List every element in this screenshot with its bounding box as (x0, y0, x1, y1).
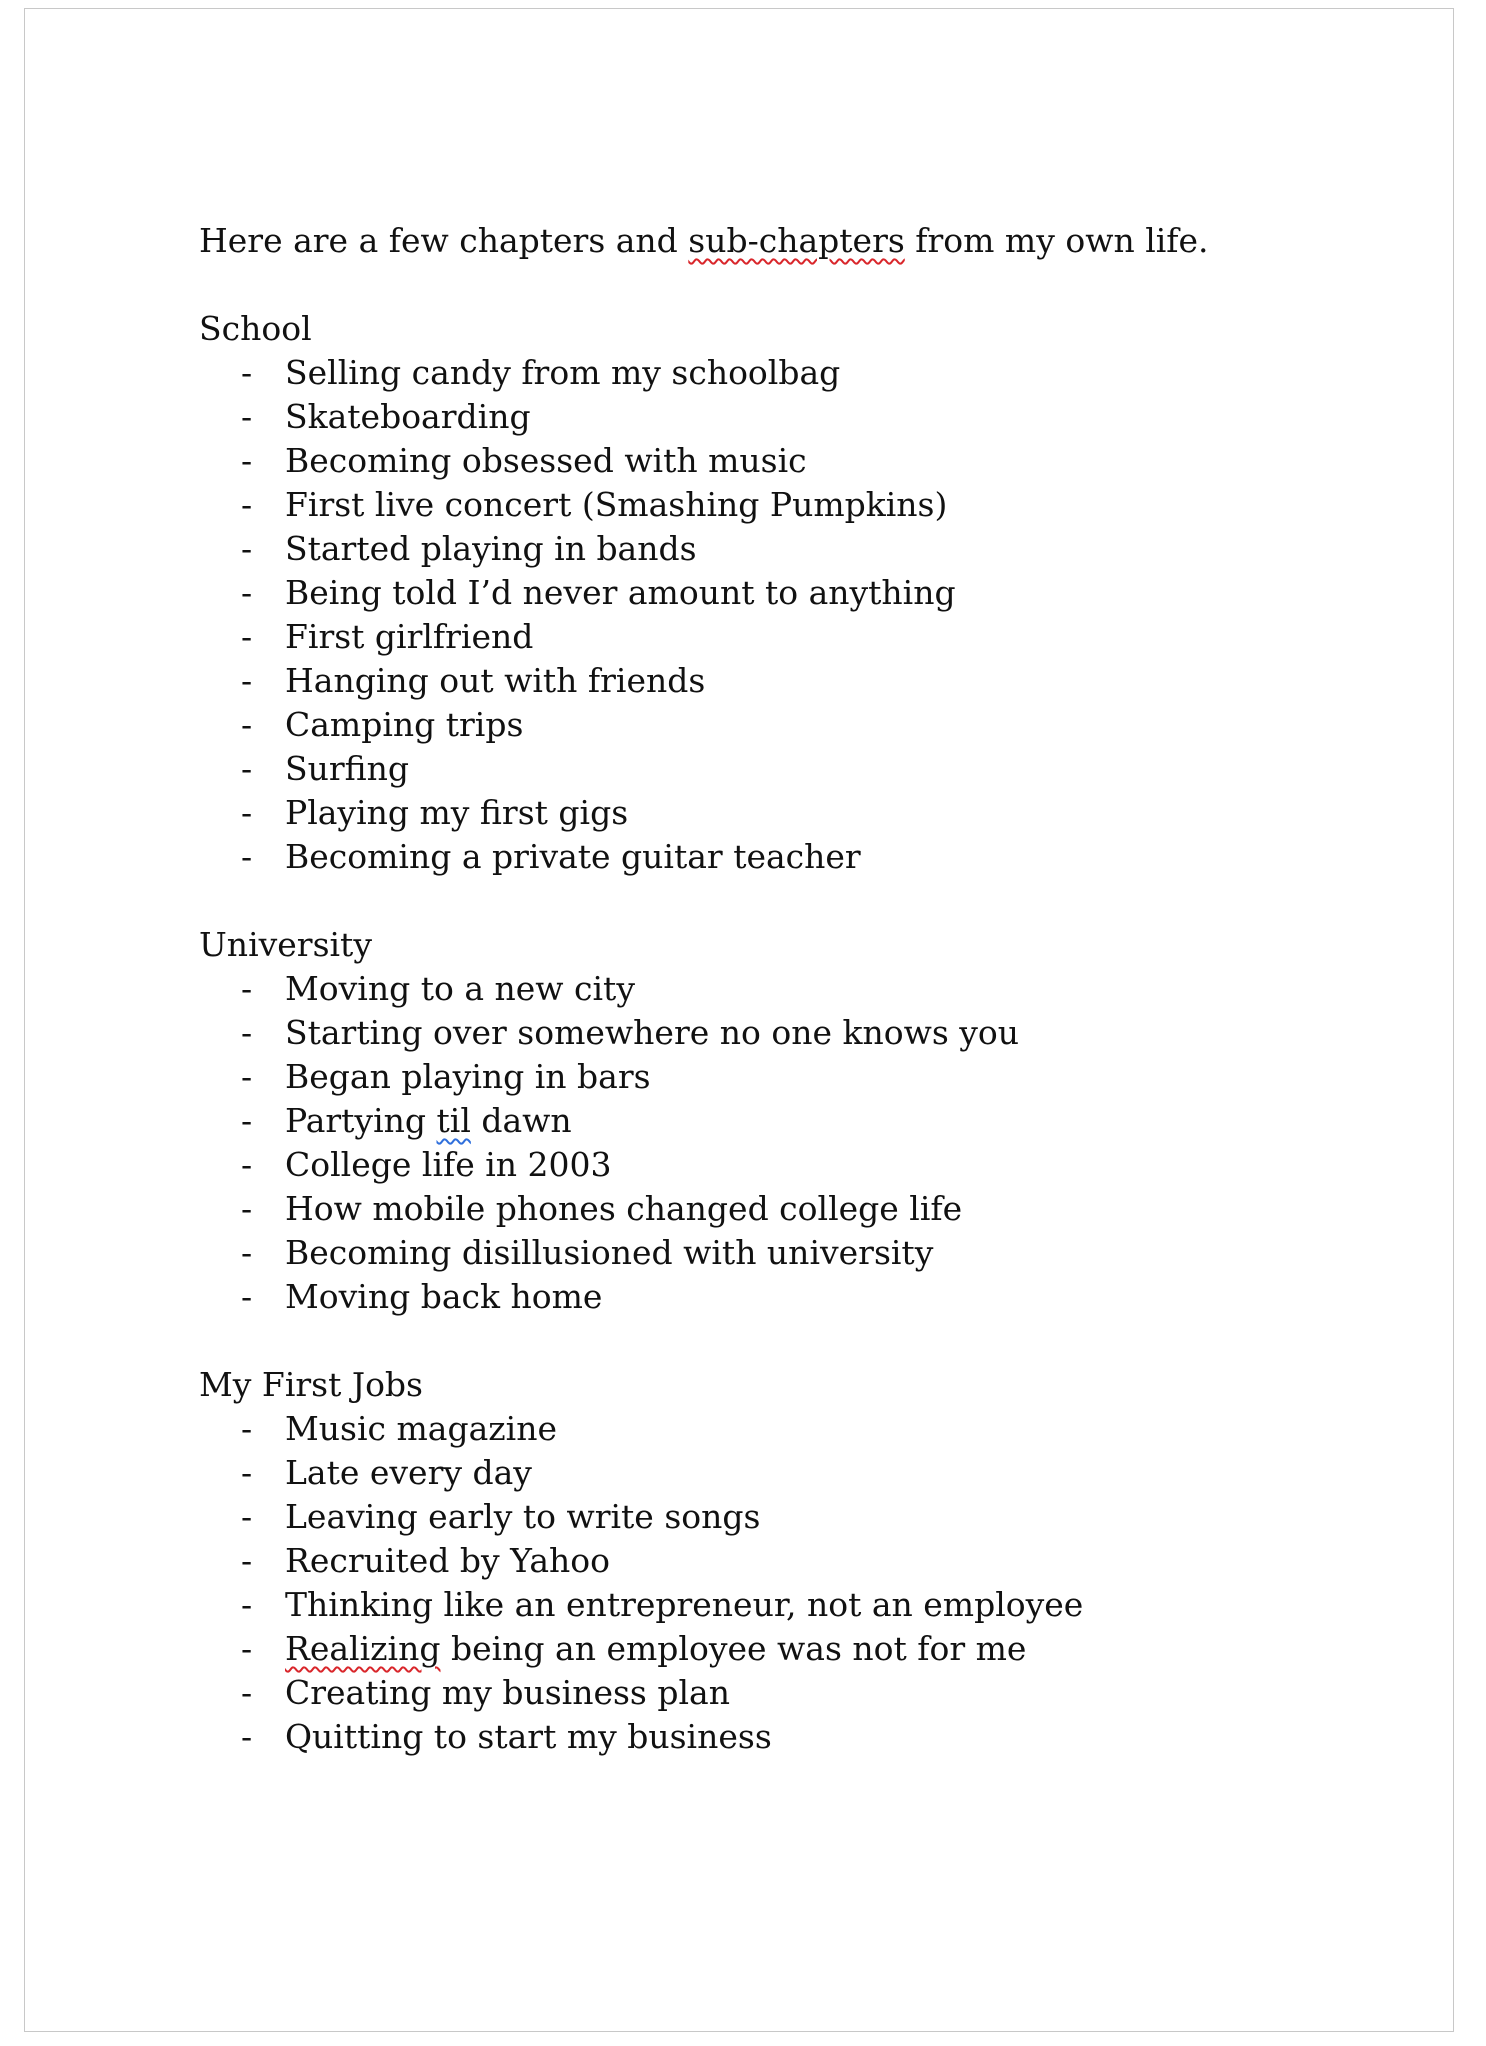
dash-bullet: - (241, 1189, 253, 1228)
sub-chapter-item (199, 395, 1379, 439)
document-body[interactable] (199, 219, 1379, 1759)
sub-chapter-item (199, 571, 1379, 615)
sub-chapter-item (199, 1011, 1379, 1055)
sub-chapter-item (199, 615, 1379, 659)
grammar-flagged-word[interactable]: til (436, 1101, 471, 1140)
dash-bullet: - (241, 1541, 253, 1580)
dash-bullet: - (241, 1145, 253, 1184)
item-text: Creating my business plan (285, 1673, 730, 1712)
item-text: Surfing (285, 749, 410, 788)
sub-chapter-item (199, 1539, 1379, 1583)
dash-bullet: - (241, 529, 253, 568)
sub-chapter-item (199, 1099, 1379, 1143)
item-text: Moving to a new city (285, 969, 635, 1008)
dash-bullet: - (241, 1717, 253, 1756)
chapter-section (199, 307, 1379, 879)
sub-chapter-item (199, 439, 1379, 483)
sub-chapter-item (199, 967, 1379, 1011)
item-text: Camping trips (285, 705, 524, 744)
item-text: Quitting to start my business (285, 1717, 772, 1756)
sub-chapter-item (199, 659, 1379, 703)
chapter-section (199, 923, 1379, 1319)
sub-chapter-item (199, 1627, 1379, 1671)
sub-chapter-list (199, 351, 1379, 879)
item-text: Started playing in bands (285, 529, 697, 568)
chapter-heading: School (199, 309, 312, 348)
sub-chapter-item (199, 527, 1379, 571)
dash-bullet: - (241, 1497, 253, 1536)
item-text: Becoming disillusioned with university (285, 1233, 934, 1272)
dash-bullet: - (241, 661, 253, 700)
sub-chapter-list (199, 1407, 1379, 1759)
dash-bullet: - (241, 1233, 253, 1272)
item-text: Selling candy from my schoolbag (285, 353, 841, 392)
dash-bullet: - (241, 1277, 253, 1316)
intro-paragraph (199, 219, 1379, 263)
item-text: Moving back home (285, 1277, 603, 1316)
sub-chapter-item (199, 1231, 1379, 1275)
sub-chapter-item (199, 1671, 1379, 1715)
item-text-after: dawn (470, 1101, 572, 1140)
sub-chapter-item (199, 1583, 1379, 1627)
sub-chapter-item (199, 351, 1379, 395)
sub-chapter-item (199, 703, 1379, 747)
document-page (24, 8, 1454, 2032)
sub-chapter-list (199, 967, 1379, 1319)
spelling-flagged-word[interactable]: Realizing (285, 1629, 441, 1668)
item-text: Starting over somewhere no one knows you (285, 1013, 1020, 1052)
sub-chapter-item (199, 1407, 1379, 1451)
sub-chapter-item (199, 1451, 1379, 1495)
intro-text-after: from my own life. (904, 221, 1209, 260)
item-text: Being told I’d never amount to anything (285, 573, 956, 612)
dash-bullet: - (241, 353, 253, 392)
item-text: Becoming a private guitar teacher (285, 837, 861, 876)
item-text: Skateboarding (285, 397, 531, 436)
dash-bullet: - (241, 837, 253, 876)
item-text: Recruited by Yahoo (285, 1541, 610, 1580)
dash-bullet: - (241, 1101, 253, 1140)
sub-chapter-item (199, 1275, 1379, 1319)
dash-bullet: - (241, 397, 253, 436)
item-text: First girlfriend (285, 617, 534, 656)
dash-bullet: - (241, 1057, 253, 1096)
item-text-after: being an employee was not for me (440, 1629, 1027, 1668)
chapter-section (199, 1363, 1379, 1759)
sub-chapter-item (199, 835, 1379, 879)
item-text: How mobile phones changed college life (285, 1189, 963, 1228)
sub-chapter-item (199, 1143, 1379, 1187)
chapter-sections (199, 307, 1379, 1759)
dash-bullet: - (241, 1409, 253, 1448)
item-text-before: Partying (285, 1101, 437, 1140)
item-text: Thinking like an entrepreneur, not an employee (285, 1585, 1084, 1624)
sub-chapter-item (199, 1495, 1379, 1539)
dash-bullet: - (241, 1629, 253, 1668)
sub-chapter-item (199, 791, 1379, 835)
sub-chapter-item (199, 1187, 1379, 1231)
item-text: Leaving early to write songs (285, 1497, 761, 1536)
sub-chapter-item (199, 483, 1379, 527)
item-text: Music magazine (285, 1409, 557, 1448)
item-text: Began playing in bars (285, 1057, 651, 1096)
dash-bullet: - (241, 1013, 253, 1052)
dash-bullet: - (241, 1673, 253, 1712)
chapter-heading: My First Jobs (199, 1365, 423, 1404)
sub-chapter-item (199, 1055, 1379, 1099)
dash-bullet: - (241, 573, 253, 612)
dash-bullet: - (241, 617, 253, 656)
spelling-flagged-word[interactable]: sub-chapters (688, 221, 905, 260)
dash-bullet: - (241, 793, 253, 832)
sub-chapter-item (199, 747, 1379, 791)
dash-bullet: - (241, 485, 253, 524)
dash-bullet: - (241, 705, 253, 744)
dash-bullet: - (241, 749, 253, 788)
item-text: Becoming obsessed with music (285, 441, 807, 480)
item-text: First live concert (Smashing Pumpkins) (285, 485, 948, 524)
intro-text-before: Here are a few chapters and (199, 221, 689, 260)
dash-bullet: - (241, 441, 253, 480)
chapter-heading: University (199, 925, 372, 964)
dash-bullet: - (241, 1585, 253, 1624)
sub-chapter-item (199, 1715, 1379, 1759)
item-text: College life in 2003 (285, 1145, 612, 1184)
item-text: Late every day (285, 1453, 532, 1492)
dash-bullet: - (241, 969, 253, 1008)
dash-bullet: - (241, 1453, 253, 1492)
item-text: Playing my first gigs (285, 793, 629, 832)
item-text: Hanging out with friends (285, 661, 706, 700)
